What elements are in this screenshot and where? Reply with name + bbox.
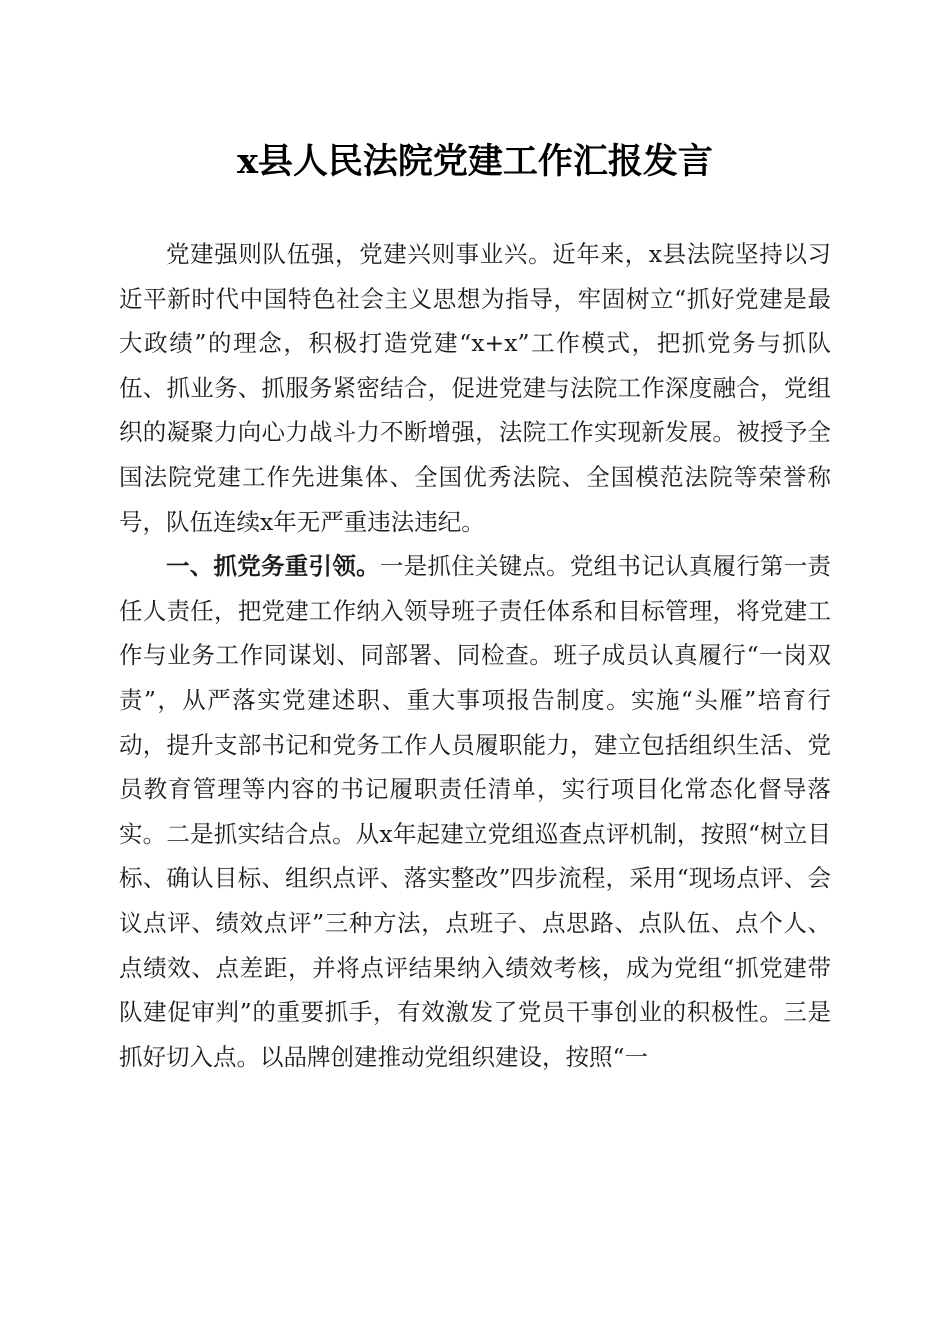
- section-1-text: 一是抓住关键点。党组书记认真履行第一责任人责任，把党建工作纳入领导班子责任体系和目标管理，将党建工作与业务工作同谋划、同部署、同检查。班子成员认真履行“一岗双责”，从严落实党建述职、重大事项报告制度。实施“头雁”培育行动，提升支部书记和党务工作人员履职能力，建立包括组织生活、党员教育管理等内容的书记履职责任清单，实行项目化常态化督导落实。二是抓实结合点。从x年起建立党组巡查点评机制，按照“树立目标、确认目标、组织点评、落实整改”四步流程，采用“现场点评、会议点评、绩效点评”三种方法，点班子、点思路、点队伍、点个人、点绩效、点差距，并将点评结果纳入绩效考核，成为党组“抓党建带队建促审判”的重要抓手，有效激发了党员干事创业的积极性。三是抓好切入点。以品牌创建推动党组织建设，按照“一: [119, 552, 832, 1071]
- document-body: [119, 232, 831, 1079]
- paragraph-section-1: [119, 544, 831, 1079]
- paragraph-intro: [119, 232, 831, 544]
- paragraph-intro-text: 党建强则队伍强，党建兴则事业兴。近年来，x县法院坚持以习近平新时代中国特色社会主义思想为指导，牢固树立“抓好党建是最大政绩”的理念，积极打造党建“x+x”工作模式，把抓党务与抓队伍、抓业务、抓服务紧密结合，促进党建与法院工作深度融合，党组织的凝聚力向心力战斗力不断增强，法院工作实现新发展。被授予全国法院党建工作先进集体、全国优秀法院、全国模范法院等荣誉称号，队伍连续x年无严重违法违纪。: [119, 240, 831, 536]
- section-1-heading: 一、抓党务重引领。: [166, 552, 380, 581]
- document-title: x县人民法院党建工作汇报发言: [237, 141, 713, 182]
